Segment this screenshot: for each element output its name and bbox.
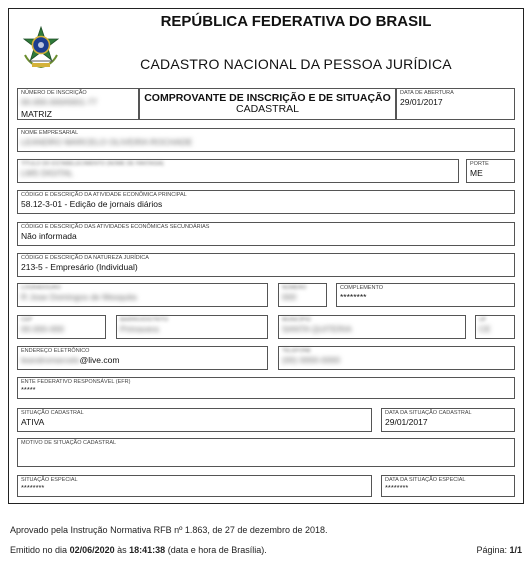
telefone-value: (00) 0000-0000 xyxy=(282,355,341,365)
emitido-suffix: (data e hora de Brasília). xyxy=(167,545,267,555)
emitido-date: 02/06/2020 xyxy=(69,545,115,555)
bairro-value: Primavera xyxy=(120,324,159,334)
atividades-secundarias-field xyxy=(17,222,515,246)
complemento-value: ******** xyxy=(340,292,367,302)
natureza-field xyxy=(17,253,515,277)
motivo-field xyxy=(17,438,515,467)
inscricao-value: 00.000.000/0001-77 xyxy=(21,97,98,107)
municipio-field xyxy=(278,315,466,339)
efr-field xyxy=(17,377,515,399)
brasil-coat-of-arms-icon xyxy=(18,25,64,71)
email-value xyxy=(21,355,119,365)
abertura-label: DATA DE ABERTURA xyxy=(400,90,454,96)
abertura-value: 29/01/2017 xyxy=(400,97,443,107)
nome-value: LEANDRO MARCELO OLIVEIRA ROCHADE xyxy=(21,137,193,147)
inscricao-matriz: MATRIZ xyxy=(21,109,53,119)
efr-label: ENTE FEDERATIVO RESPONSÁVEL (EFR) xyxy=(21,379,131,385)
inscricao-label: NÚMERO DE INSCRIÇÃO xyxy=(21,90,87,96)
pagina-label: Página: xyxy=(476,545,507,555)
fantasia-field xyxy=(17,159,459,183)
cep-field xyxy=(17,315,106,339)
comprovante-line2: CADASTRAL xyxy=(235,103,299,115)
header-title: REPÚBLICA FEDERATIVA DO BRASIL xyxy=(160,13,432,30)
situacao-especial-label: SITUAÇÃO ESPECIAL xyxy=(21,477,78,483)
nome-field xyxy=(17,128,515,152)
porte-label: PORTE xyxy=(470,161,489,167)
emitido-prefix: Emitido no dia xyxy=(10,545,68,555)
logradouro-field xyxy=(17,283,268,307)
telefone-label: TELEFONE xyxy=(282,348,312,354)
logradouro-value: R Jose Domingos de Mesquita xyxy=(21,292,137,302)
footer-aprovado: Aprovado pela Instrução Normativa RFB nº 1.863, de 27 de dezembro de 2018. xyxy=(10,525,328,535)
footer-emitido xyxy=(10,545,267,555)
fantasia-label: TÍTULO DO ESTABELECIMENTO (NOME DE FANTASIA) xyxy=(21,161,164,167)
data-situacao-field xyxy=(381,408,515,432)
situacao-field xyxy=(17,408,372,432)
telefone-field xyxy=(278,346,515,370)
email-domain: @live.com xyxy=(79,355,120,365)
fantasia-value: LMS DIGITAL xyxy=(21,168,74,178)
email-label: ENDEREÇO ELETRÔNICO xyxy=(21,348,90,354)
efr-value: ***** xyxy=(21,385,36,394)
uf-value: CE xyxy=(479,324,491,334)
uf-field xyxy=(475,315,515,339)
pagina-value: 1/1 xyxy=(509,545,522,555)
situacao-label: SITUAÇÃO CADASTRAL xyxy=(21,410,84,416)
comprovante-box xyxy=(139,88,396,120)
numero-field xyxy=(278,283,327,307)
data-situacao-especial-label: DATA DA SITUAÇÃO ESPECIAL xyxy=(385,477,466,483)
numero-value: 000 xyxy=(282,292,297,302)
municipio-value: SANTA QUITERIA xyxy=(282,324,352,334)
porte-field xyxy=(466,159,515,183)
situacao-value: ATIVA xyxy=(21,417,45,427)
municipio-label: MUNICÍPIO xyxy=(282,317,312,323)
motivo-label: MOTIVO DE SITUAÇÃO CADASTRAL xyxy=(21,440,117,446)
bairro-field xyxy=(116,315,268,339)
email-user: leandromarcelo xyxy=(21,355,80,365)
atividade-principal-label: CÓDIGO E DESCRIÇÃO DA ATIVIDADE ECONÔMICA PRINCIPAL xyxy=(21,192,187,198)
cep-label: CEP xyxy=(21,317,33,323)
footer-pagina xyxy=(476,545,522,555)
situacao-especial-field xyxy=(17,475,372,497)
data-situacao-value: 29/01/2017 xyxy=(385,417,428,427)
cep-value: 00.000-000 xyxy=(21,324,65,334)
complemento-field xyxy=(336,283,515,307)
porte-value: ME xyxy=(470,168,483,178)
numero-label: NÚMERO xyxy=(282,285,307,291)
situacao-especial-value: ******** xyxy=(21,483,45,492)
emitido-time: 18:41:38 xyxy=(129,545,166,555)
logradouro-label: LOGRADOURO xyxy=(21,285,61,291)
natureza-value: 213-5 - Empresário (Individual) xyxy=(21,262,138,272)
uf-label: UF xyxy=(479,317,487,323)
email-field xyxy=(17,346,268,370)
header-subtitle: CADASTRO NACIONAL DA PESSOA JURÍDICA xyxy=(140,56,452,72)
natureza-label: CÓDIGO E DESCRIÇÃO DA NATUREZA JURÍDICA xyxy=(21,255,149,261)
nome-label: NOME EMPRESARIAL xyxy=(21,130,79,136)
comprovante-line1: COMPROVANTE DE INSCRIÇÃO E DE SITUAÇÃO xyxy=(144,92,391,104)
emitido-mid: às xyxy=(117,545,127,555)
atividade-principal-field xyxy=(17,190,515,214)
bairro-label: BAIRRO/DISTRITO xyxy=(120,317,169,323)
atividades-secundarias-label: CÓDIGO E DESCRIÇÃO DAS ATIVIDADES ECONÔMICAS SECUNDÁRIAS xyxy=(21,224,210,230)
atividade-principal-value: 58.12-3-01 - Edição de jornais diários xyxy=(21,199,163,209)
data-situacao-label: DATA DA SITUAÇÃO CADASTRAL xyxy=(385,410,472,416)
complemento-label: COMPLEMENTO xyxy=(340,285,383,291)
abertura-field xyxy=(396,88,515,120)
data-situacao-especial-field xyxy=(381,475,515,497)
data-situacao-especial-value: ******** xyxy=(385,483,409,492)
atividades-secundarias-value: Não informada xyxy=(21,231,77,241)
inscricao-field xyxy=(17,88,139,120)
